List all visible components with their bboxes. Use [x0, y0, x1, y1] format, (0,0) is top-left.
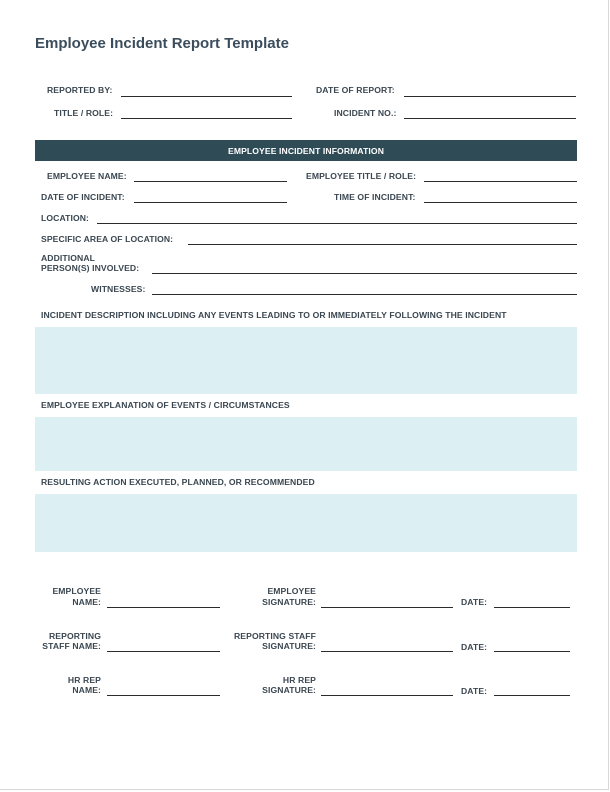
time-of-incident-label: TIME OF INCIDENT:: [334, 192, 416, 202]
action-textarea[interactable]: [35, 494, 577, 552]
employee-title-role-field[interactable]: [424, 181, 577, 182]
page-title: Employee Incident Report Template: [35, 35, 289, 52]
reporting-staff-name-label-line1: REPORTING: [49, 631, 101, 641]
witnesses-label: WITNESSES:: [91, 284, 146, 294]
title-role-field[interactable]: [121, 118, 292, 119]
hr-rep-name-field[interactable]: [107, 695, 220, 696]
reporting-staff-name-label-line2: STAFF NAME:: [42, 641, 101, 651]
specific-area-label: SPECIFIC AREA OF LOCATION:: [41, 234, 174, 244]
hr-date-label: DATE:: [461, 686, 488, 696]
additional-persons-field[interactable]: [152, 273, 577, 274]
hr-rep-signature-field[interactable]: [321, 695, 453, 696]
employee-date-label: DATE:: [461, 597, 488, 607]
reporting-date-label: DATE:: [461, 642, 488, 652]
employee-name-field[interactable]: [134, 181, 287, 182]
incident-no-field[interactable]: [404, 118, 576, 119]
hr-rep-signature-label-line2: SIGNATURE:: [262, 685, 316, 695]
location-label: LOCATION:: [41, 213, 89, 223]
employee-date-field[interactable]: [494, 607, 570, 608]
incident-no-label: INCIDENT NO.:: [334, 108, 397, 118]
action-label: RESULTING ACTION EXECUTED, PLANNED, OR RECOMMENDED: [41, 477, 315, 487]
additional-persons-label-line1: ADDITIONAL: [41, 253, 95, 263]
description-label: INCIDENT DESCRIPTION INCLUDING ANY EVENTS LEADING TO OR IMMEDIATELY FOLLOWING THE INCIDENT: [41, 310, 507, 320]
employee-title-role-label: EMPLOYEE TITLE / ROLE:: [306, 171, 417, 181]
hr-rep-name-label-line1: HR REP: [67, 675, 101, 685]
witnesses-field[interactable]: [152, 294, 577, 295]
employee-name-sig-label-line2: NAME:: [72, 597, 101, 607]
explanation-label: EMPLOYEE EXPLANATION OF EVENTS / CIRCUMSTANCES: [41, 400, 290, 410]
reported-by-field[interactable]: [121, 96, 292, 97]
reported-by-label: REPORTED BY:: [47, 85, 113, 95]
section-header-band: EMPLOYEE INCIDENT INFORMATION: [35, 140, 577, 161]
employee-name-sig-field[interactable]: [107, 607, 220, 608]
date-of-report-field[interactable]: [404, 96, 576, 97]
time-of-incident-field[interactable]: [424, 202, 577, 203]
employee-name-sig-label-line1: EMPLOYEE: [52, 586, 101, 596]
employee-name-label: EMPLOYEE NAME:: [47, 171, 127, 181]
employee-signature-label-line2: SIGNATURE:: [262, 597, 316, 607]
description-textarea[interactable]: [35, 327, 577, 394]
reporting-staff-name-field[interactable]: [107, 651, 220, 652]
hr-date-field[interactable]: [494, 695, 570, 696]
employee-signature-label-line1: EMPLOYEE: [267, 586, 316, 596]
date-of-incident-field[interactable]: [134, 202, 287, 203]
employee-signature-field[interactable]: [321, 607, 453, 608]
date-of-report-label: DATE OF REPORT:: [316, 85, 395, 95]
specific-area-field[interactable]: [188, 244, 577, 245]
reporting-date-field[interactable]: [494, 651, 570, 652]
hr-rep-signature-label-line1: HR REP: [282, 675, 316, 685]
reporting-staff-signature-label-line1: REPORTING STAFF: [233, 631, 316, 641]
location-field[interactable]: [97, 223, 577, 224]
reporting-staff-signature-label-line2: SIGNATURE:: [262, 641, 316, 651]
additional-persons-label-line2: PERSON(S) INVOLVED:: [41, 263, 140, 273]
reporting-staff-signature-field[interactable]: [321, 651, 453, 652]
hr-rep-name-label-line2: NAME:: [72, 685, 101, 695]
explanation-textarea[interactable]: [35, 417, 577, 471]
date-of-incident-label: DATE OF INCIDENT:: [41, 192, 125, 202]
title-role-label: TITLE / ROLE:: [54, 108, 114, 118]
